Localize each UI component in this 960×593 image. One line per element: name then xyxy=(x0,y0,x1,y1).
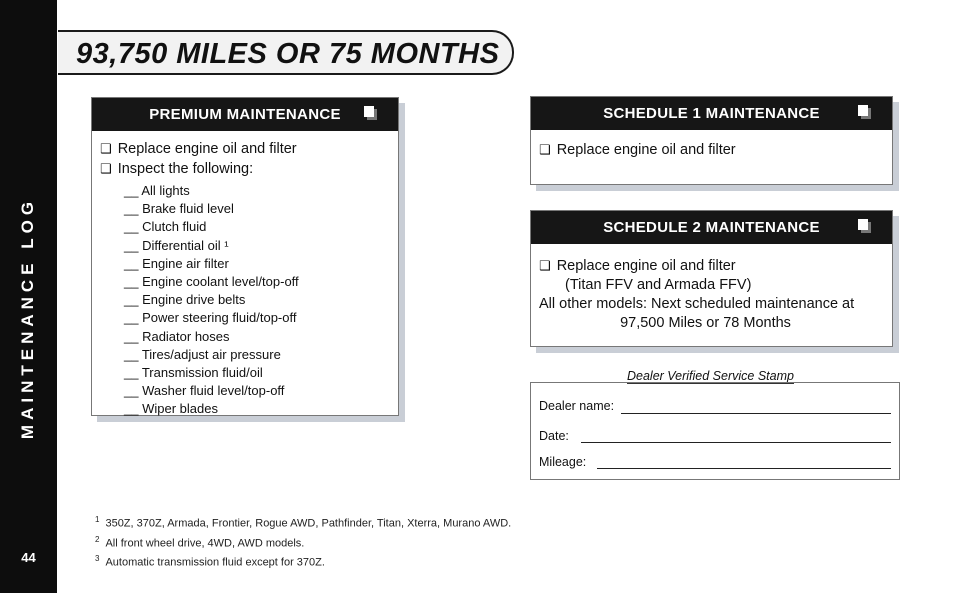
inspection-item: __ Tires/adjust air pressure xyxy=(124,346,281,362)
inspection-list xyxy=(100,182,398,419)
checkbox-icon[interactable]: ❑ xyxy=(100,161,112,176)
inspection-item: __ Engine drive belts xyxy=(124,292,246,308)
checkbox-icon[interactable] xyxy=(364,106,374,117)
footnote: $^3$ Automatic transmission fluid except for 370Z. xyxy=(95,554,325,569)
inspection-item: __ All lights xyxy=(124,183,190,198)
inspection-item: __ Engine coolant level/top-off xyxy=(124,274,299,290)
inspection-item: __ Wiper blades xyxy=(124,401,218,417)
dealer-stamp-box[interactable] xyxy=(530,382,900,480)
schedule-1-box xyxy=(530,96,893,185)
premium-maintenance-header xyxy=(92,98,398,131)
inspection-item: __ Transmission fluid/oil xyxy=(124,365,263,381)
stamp-title: Dealer Verified Service Stamp xyxy=(627,369,794,383)
page-title-tab xyxy=(58,30,514,75)
date-label: Date: xyxy=(539,429,569,443)
sidebar xyxy=(0,0,57,593)
inspection-item: __ Radiator hoses xyxy=(124,328,230,344)
checkbox-icon[interactable]: ❑ xyxy=(539,142,551,157)
sidebar-title: MAINTENANCE LOG xyxy=(18,196,37,440)
checkbox-icon[interactable] xyxy=(858,105,868,116)
page-number: 44 xyxy=(21,550,36,565)
schedule-1-header xyxy=(531,97,892,130)
checkbox-icon[interactable]: ❑ xyxy=(100,141,112,156)
mileage-field[interactable] xyxy=(597,468,891,469)
checklist-item: ❑ Inspect the following: xyxy=(100,161,254,177)
schedule-2-header xyxy=(531,211,892,244)
footnote: $^1$ 350Z, 370Z, Armada, Frontier, Rogue AWD, Pathfinder, Titan, Xterra, Murano AWD. xyxy=(95,515,512,530)
date-field[interactable] xyxy=(581,442,891,443)
footnotes xyxy=(95,512,511,571)
checkbox-icon[interactable] xyxy=(858,219,868,230)
schedule-2-title: SCHEDULE 2 MAINTENANCE xyxy=(603,219,820,236)
inspection-item: __ Differential oil ¹ xyxy=(124,237,229,253)
checklist-item: ❑ Replace engine oil and filter xyxy=(539,258,736,274)
checkbox-icon[interactable]: ❑ xyxy=(539,258,551,273)
inspection-item: __ Clutch fluid xyxy=(124,219,207,235)
checklist-item-note: (Titan FFV and Armada FFV) xyxy=(565,277,752,293)
checklist-item: ❑ Replace engine oil and filter xyxy=(539,142,736,158)
inspection-item: __ Washer fluid level/top-off xyxy=(124,383,285,399)
other-models-note: All other models: Next scheduled maintenance at xyxy=(539,296,855,312)
next-maintenance-interval: 97,500 Miles or 78 Months xyxy=(620,315,791,331)
page-title: 93,750 MILES OR 75 MONTHS xyxy=(76,38,500,70)
premium-maintenance-title: PREMIUM MAINTENANCE xyxy=(149,106,341,123)
footnote: $^2$ All front wheel drive, 4WD, AWD models. xyxy=(95,534,305,550)
inspection-item: __ Brake fluid level xyxy=(124,201,234,217)
inspection-item: __ Engine air filter xyxy=(124,255,229,271)
checklist-item: ❑ Replace engine oil and filter xyxy=(100,141,297,157)
schedule-2-box xyxy=(530,210,893,347)
schedule-1-title: SCHEDULE 1 MAINTENANCE xyxy=(603,105,820,122)
premium-maintenance-box xyxy=(91,97,399,416)
inspection-item: __ Power steering fluid/top-off xyxy=(124,310,297,326)
dealer-name-label: Dealer name: xyxy=(539,399,615,413)
dealer-name-field[interactable] xyxy=(621,413,891,414)
mileage-label: Mileage: xyxy=(539,455,587,469)
